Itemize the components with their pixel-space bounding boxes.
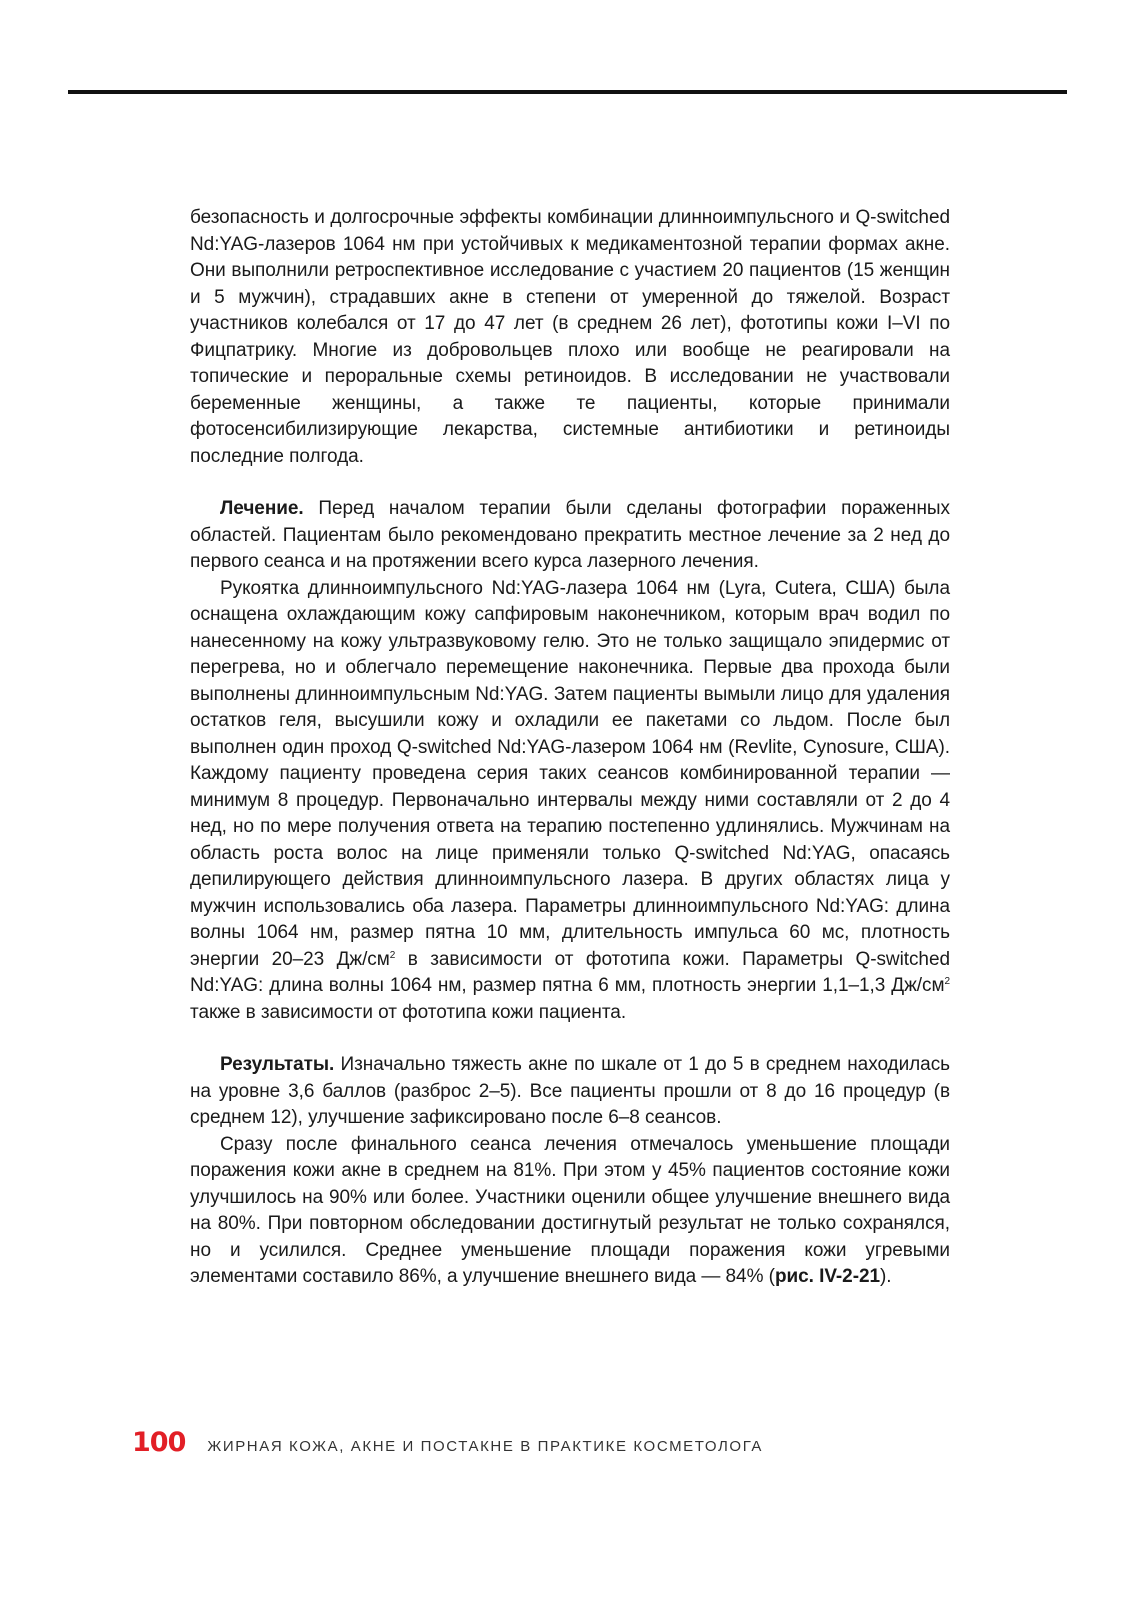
top-rule xyxy=(68,90,1067,94)
article-body xyxy=(190,205,950,1291)
paragraph-outcomes xyxy=(190,1132,950,1291)
paragraph-treatment xyxy=(190,496,950,576)
paragraph-treatment-text: Перед началом терапии были сделаны фотографии пораженных областей. Пациентам было рекомендовано прекратить местное лечение за 2 нед до первого сеанса и на протяжении всего курса лазерного лечения. xyxy=(190,498,950,572)
paragraph-laser-text-2: в зависимости от фототипа кожи. Параметры Q-switched Nd:YAG: длина волны 1064 нм, размер пятна 6 мм, плотность энергии 1,1–1,3 Дж/см xyxy=(190,948,950,996)
superscript-2: 2 xyxy=(389,949,396,961)
page-footer xyxy=(132,1427,763,1458)
page-number: 100 xyxy=(132,1427,186,1458)
section-heading-treatment: Лечение. xyxy=(220,498,304,519)
paragraph-results xyxy=(190,1052,950,1132)
figure-reference: рис. IV-2-21 xyxy=(774,1266,881,1287)
paragraph-outcomes-end: ). xyxy=(880,1266,892,1287)
paragraph-laser-procedure xyxy=(190,576,950,1027)
section-heading-results: Результаты. xyxy=(220,1054,335,1075)
paragraph-results-text: Изначально тяжесть акне по шкале от 1 до 5 в среднем находилась на уровне 3,6 баллов (разброс 2–5). Все пациенты прошли от 8 до 16 процедур (в среднем 12), улучшение зафиксировано после 6–8 сеансов. xyxy=(190,1054,950,1128)
paragraph-laser-text-3: также в зависимости от фототипа кожи пациента. xyxy=(190,1001,627,1023)
running-title: ЖИРНАЯ КОЖА, АКНЕ И ПОСТАКНЕ В ПРАКТИКЕ КОСМЕТОЛОГА xyxy=(207,1438,764,1455)
paragraph-intro-continuation: безопасность и долгосрочные эффекты комбинации длинноимпульсного и Q-switched Nd:YAG-лазеров 1064 нм при устойчивых к медикаментозной терапии формах акне. Они выполнили ретроспективное исследование с участием 20 пациентов (15 женщин и 5 мужчин), страдавших акне в степени от умеренной до тяжелой. Возраст участников колебался от 17 до 47 лет (в среднем 26 лет), фототипы кожи I–VI по Фицпатрику. Многие из добровольцев плохо или вообще не реагировали на топические и пероральные схемы ретиноидов. В исследовании не участвовали беременные женщины, а также те пациенты, которые принимали фотосенсибилизирующие лекарства, системные антибиотики и ретиноиды последние полгода. xyxy=(190,207,950,467)
paragraph-laser-text-1: Рукоятка длинноимпульсного Nd:YAG-лазера 1064 нм (Lyra, Cutera, США) была оснащена охлаждающим кожу сапфировым наконечником, которым врач водил по нанесенному на кожу ультразвуковому гелю. Это не только защищало эпидермис от перегрева, но и облегчало перемещение наконечника. Первые два прохода были выполнены длинноимпульсным Nd:YAG. Затем пациенты вымыли лицо для удаления остатков геля, высушили кожу и охладили ее пакетами со льдом. После был выполнен один проход Q-switched Nd:YAG-лазером 1064 нм (Revlite, Cynosure, США). Каждому пациенту проведена серия таких сеансов комбинированной терапии — минимум 8 процедур. Первоначально интервалы между ними составляли от 2 до 4 нед, но по мере получения ответа на терапию постепенно удлинялись. Мужчинам на область роста волос на лице применяли только Q-switched Nd:YAG, опасаясь депилирующего действия длинноимпульсного лазера. В других областях лица у мужчин использовались оба лазера. Параметры длинноимпульсного Nd:YAG: длина волны 1064 нм, размер пятна 10 мм, длительность импульса 60 мс, плотность энергии 20–23 Дж/см xyxy=(190,577,950,970)
superscript-2: 2 xyxy=(944,976,950,987)
paragraph-outcomes-text: Сразу после финального сеанса лечения отмечалось уменьшение площади поражения кожи акне в среднем на 81%. При этом у 45% пациентов состояние кожи улучшилось на 90% или более. Участники оценили общее улучшение внешнего вида на 80%. При повторном обследовании достигнутый результат не только сохранялся, но и усилился. Среднее уменьшение площади поражения кожи угревыми элементами составило 86%, а улучшение внешнего вида — 84% ( xyxy=(190,1133,950,1287)
